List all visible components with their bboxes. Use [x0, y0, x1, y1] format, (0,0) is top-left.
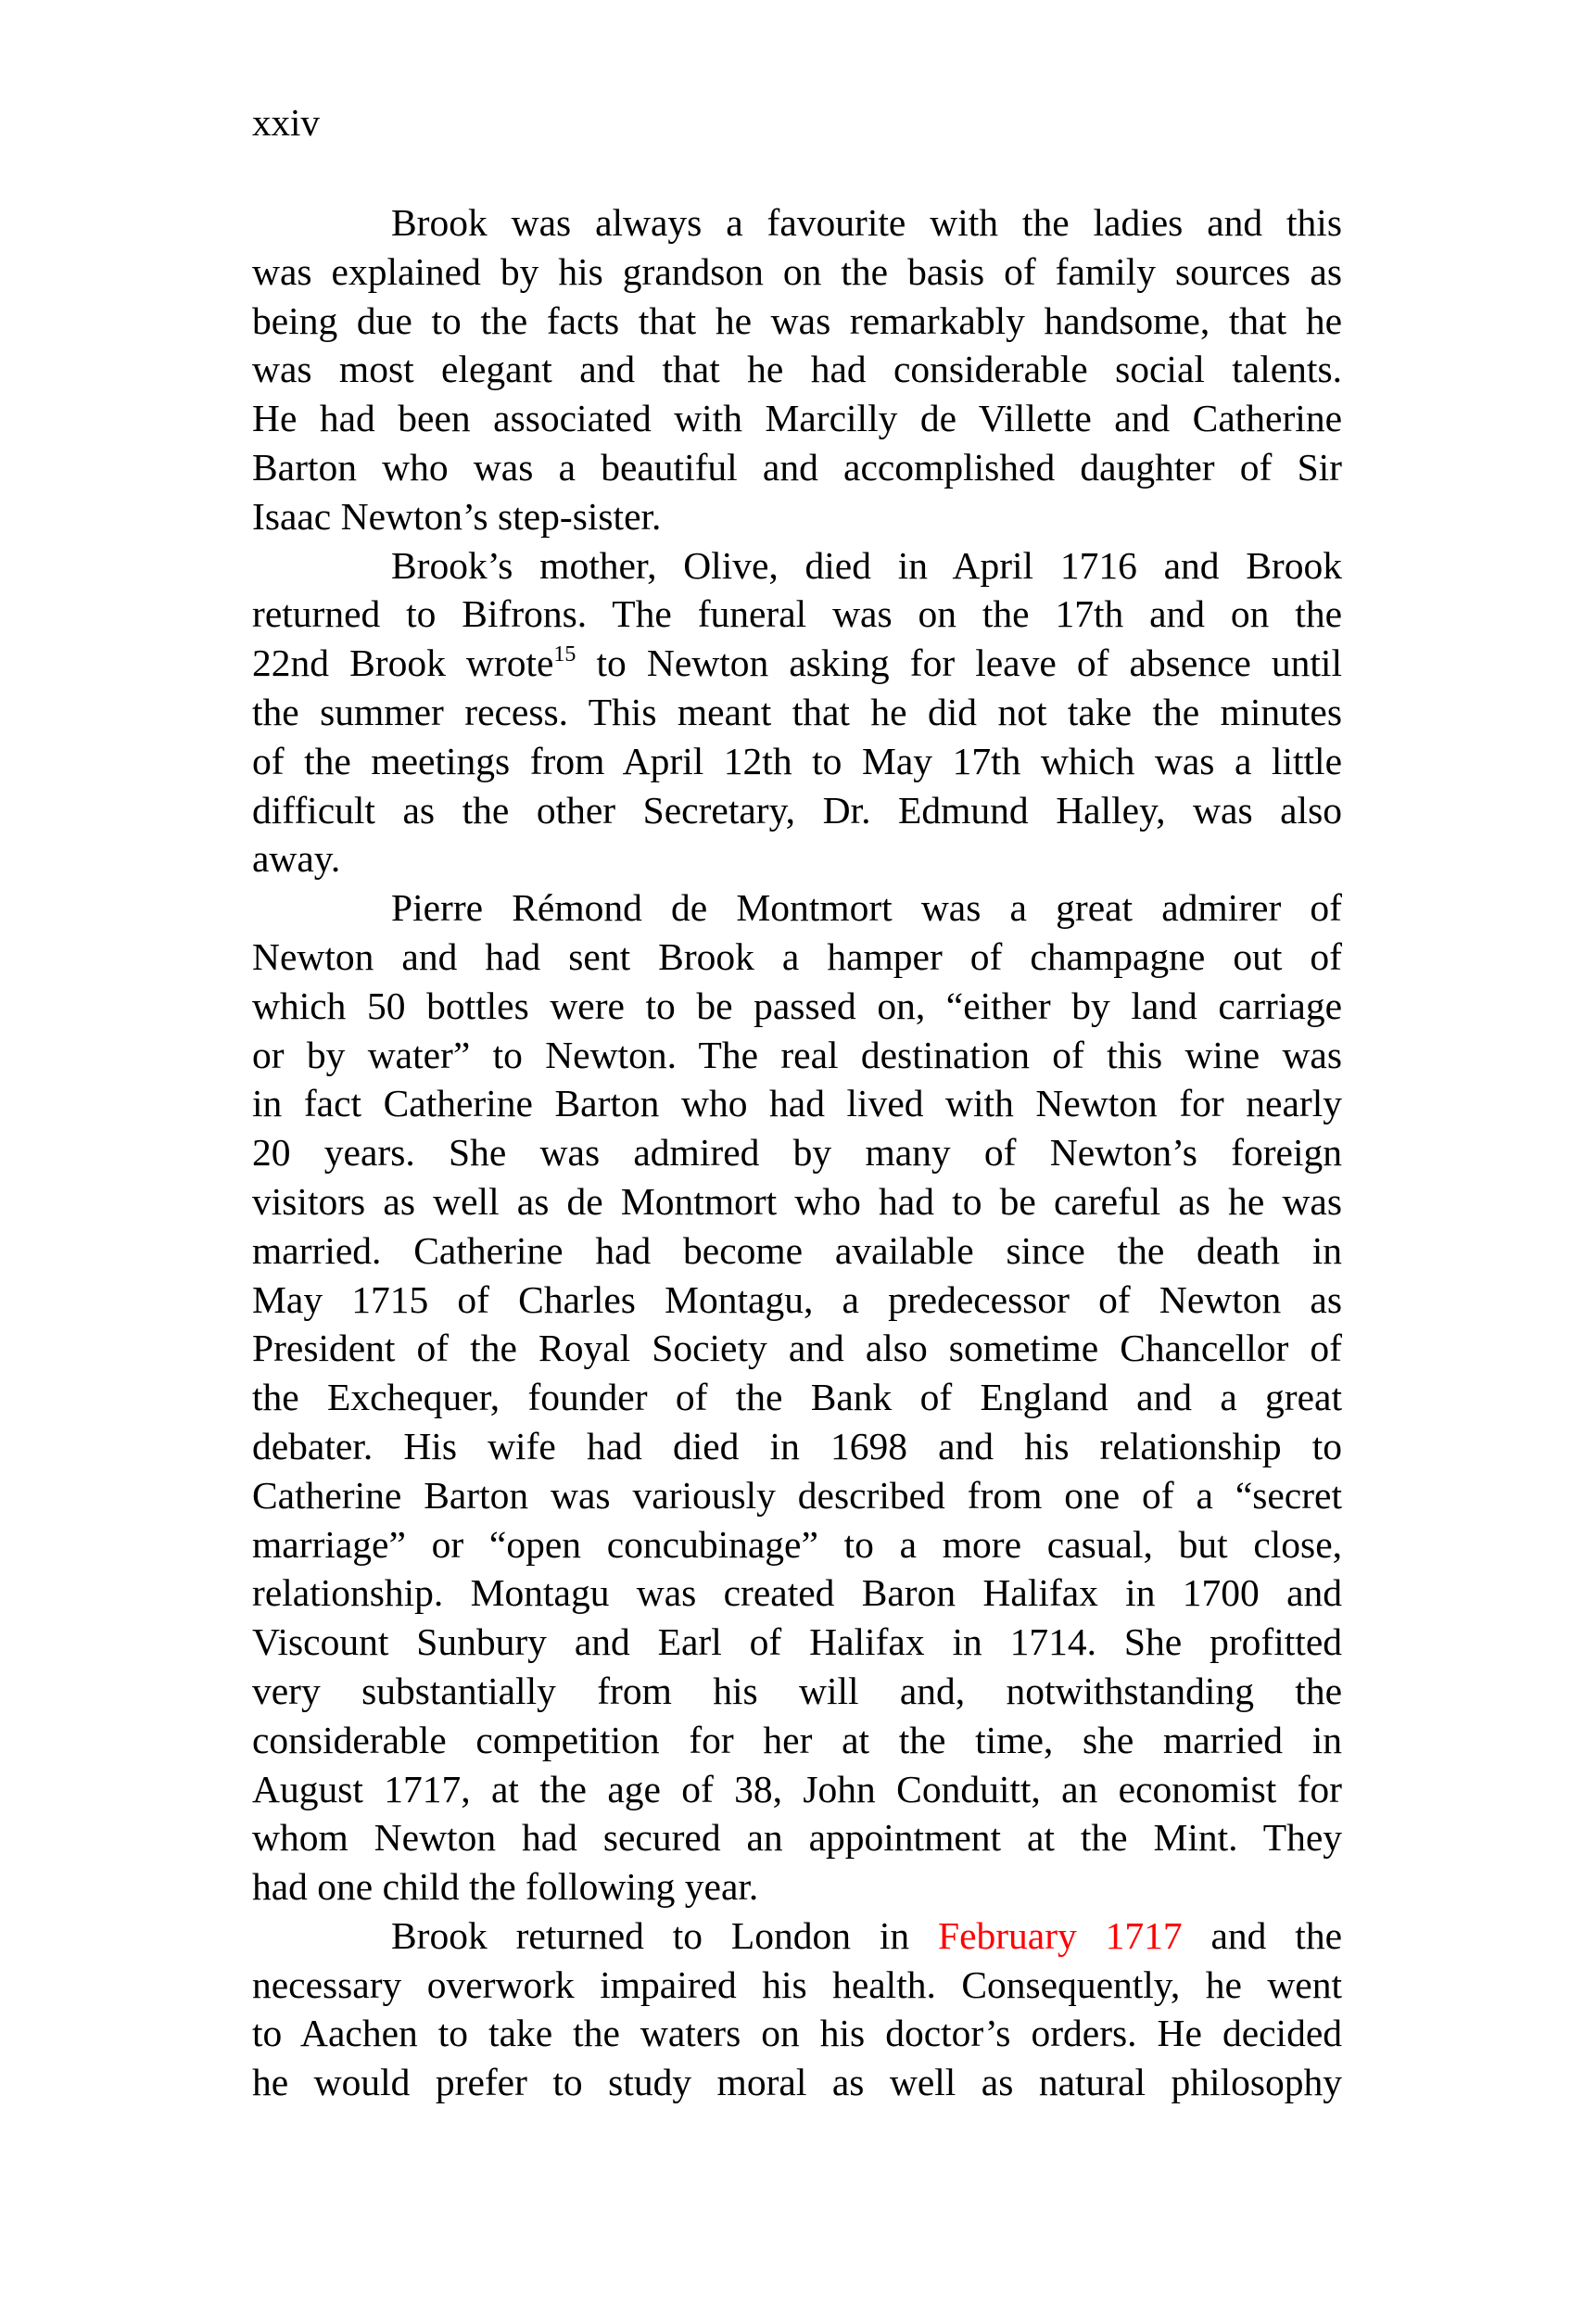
text-line: considerable competition for her at the time, she married in [252, 1718, 1342, 1761]
text-line: in fact Catherine Barton who had lived with Newton for nearly [252, 1082, 1342, 1125]
text-line: was explained by his grandson on the basis of family sources as [252, 249, 1342, 293]
text-segment: 22nd Brook wrote [252, 641, 554, 685]
paragraph-3 [252, 883, 1342, 1912]
text-line: May 1715 of Charles Montagu, a predecessor of Newton as [252, 1277, 1342, 1321]
text-line-with-highlight [252, 1912, 1342, 1961]
text-line: to Aachen to take the waters on his doctor’s orders. He decided [252, 2012, 1342, 2055]
text-line: being due to the facts that he was remarkably handsome, that he [252, 298, 1342, 342]
text-line: whom Newton had secured an appointment at the Mint. They [252, 1816, 1342, 1860]
text-line: Newton and had sent Brook a hamper of champagne out of [252, 934, 1342, 978]
text-line: Pierre Rémond de Montmort was a great admirer of [391, 886, 1342, 930]
text-line: of the meetings from April 12th to May 17th which was a little [252, 739, 1342, 782]
text-line: visitors as well as de Montmort who had to be careful as he was [252, 1179, 1342, 1223]
paragraph-4 [252, 1912, 1342, 2107]
text-line-with-footnote [252, 639, 1342, 688]
text-segment: and the [1182, 1913, 1342, 1957]
text-line: necessary overwork impaired his health. Consequently, he went [252, 1962, 1342, 2006]
text-line: very substantially from his will and, notwithstanding the [252, 1669, 1342, 1712]
text-line: away. [252, 837, 341, 881]
text-segment: to Newton asking for leave of absence until [576, 641, 1342, 685]
footnote-reference[interactable]: 15 [553, 642, 576, 667]
paragraph-2 [252, 541, 1342, 884]
text-line: returned to Bifrons. The funeral was on the 17th and on the [252, 592, 1342, 636]
text-line: marriage” or “open concubinage” to a more casual, but close, [252, 1522, 1342, 1566]
text-line: was most elegant and that he had considerable social talents. [252, 348, 1342, 391]
text-line: Isaac Newton’s step-sister. [252, 494, 662, 538]
text-line: President of the Royal Society and also sometime Chancellor of [252, 1327, 1342, 1370]
text-line: the summer recess. This meant that he did not take the minutes [252, 690, 1342, 733]
text-line: relationship. Montagu was created Baron Halifax in 1700 and [252, 1571, 1342, 1615]
text-line: Catherine Barton was variously described from one of a “secret [252, 1473, 1342, 1517]
text-segment: Brook returned to London in [391, 1913, 938, 1957]
text-line: Barton who was a beautiful and accomplished daughter of Sir [252, 445, 1342, 489]
text-line: Brook’s mother, Olive, died in April 1716 and Brook [391, 543, 1342, 587]
text-line: or by water” to Newton. The real destination of this wine was [252, 1033, 1342, 1076]
text-line: had one child the following year. [252, 1865, 759, 1909]
body-text [252, 198, 1342, 2107]
text-line: the Exchequer, founder of the Bank of England and a great [252, 1376, 1342, 1419]
text-line: He had been associated with Marcilly de Villette and Catherine [252, 397, 1342, 440]
page-number: xxiv [252, 101, 320, 144]
text-line: married. Catherine had become available since the death in [252, 1228, 1342, 1272]
text-line: Viscount Sunbury and Earl of Halifax in 1714. She profitted [252, 1620, 1342, 1664]
text-line: August 1717, at the age of 38, John Conduitt, an economist for [252, 1767, 1342, 1810]
text-line: Brook was always a favourite with the ladies and this [391, 201, 1342, 244]
paragraph-1 [252, 198, 1342, 541]
text-line: he would prefer to study moral as well as natural philosophy [252, 2061, 1342, 2104]
text-line: debater. His wife had died in 1698 and his relationship to [252, 1424, 1342, 1467]
text-line: 20 years. She was admired by many of Newton’s foreign [252, 1131, 1342, 1175]
highlighted-date: February 1717 [937, 1913, 1183, 1957]
text-line: difficult as the other Secretary, Dr. Edmund Halley, was also [252, 788, 1342, 832]
text-line: which 50 bottles were to be passed on, “either by land carriage [252, 984, 1342, 1027]
